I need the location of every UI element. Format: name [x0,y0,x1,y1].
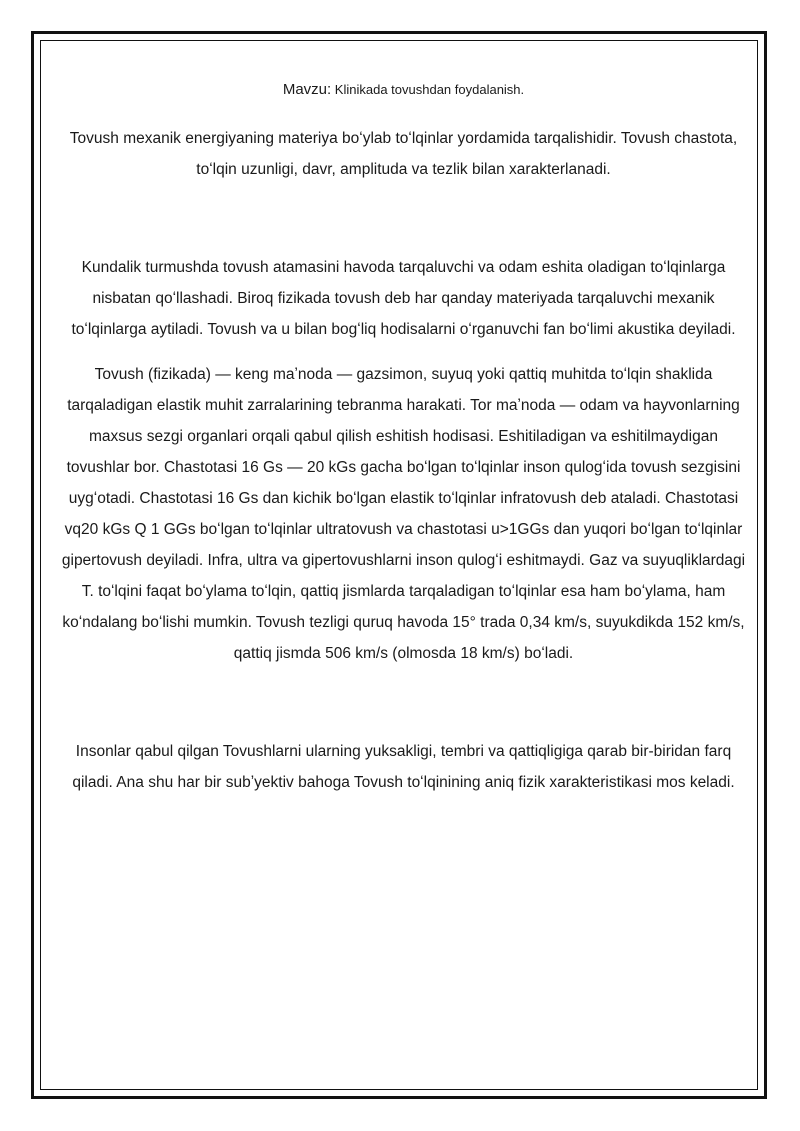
page-title [60,80,747,99]
title-lead: Mavzu: [282,81,332,98]
paragraph-intro: Tovush mexanik energiyaning materiya boʻylab toʻlqinlar yordamida tarqalishidir. Tovush chastota, toʻlqin uzunligi, davr, amplituda va tezlik bilan xarakterlanadi. [69,130,738,178]
spacer [60,669,747,736]
paragraph-acoustics: Kundalik turmushda tovush atamasini havoda tarqaluvchi va odam eshita oladigan toʻlqinlarga nisbatan qoʻllashadi. Biroq fizikada tovush deb har qanday materiyada tarqaluvchi mexanik toʻlqinlarga aytiladi. Tovush va u bilan bogʻliq hodisalarni oʻrganuvchi fan boʻlimi akustika deyiladi. [71,259,736,338]
spacer [60,345,747,359]
paragraph-perception: Insonlar qabul qilgan Tovushlarni ularning yuksakligi, tembri va qattiqligiga qarab bir-biridan farq qiladi. Ana shu har bir subʼyektiv bahoga Tovush toʻlqinining aniq fizik xarakteristikasi mos keladi. [72,743,735,791]
document-body [60,80,747,798]
spacer [60,185,747,252]
title-text: Klinikada tovushdan foydalanish. [331,82,525,97]
paragraph-physics: Tovush (fizikada) — keng maʼnoda — gazsimon, suyuq yoki qattiq muhitda toʻlqin shaklida tarqaladigan elastik muhit zarralarining tebranma harakati. Tor maʼnoda — odam va hayvonlarning maxsus sezgi organlari orqali qabul qilish eshitish hodisasi. Eshitiladigan va eshitilmaydigan tovushlar bor. Chastotasi 16 Gs — 20 kGs gacha boʻlgan toʻlqinlar inson qulogʻida tovush sezgisini uygʻotadi. Chastotasi 16 Gs dan kichik boʻlgan elastik toʻlqinlar infratovush deb ataladi. Chastotasi vq20 kGs Q 1 GGs boʻlgan toʻlqinlar ultratovush va chastotasi u>1GGs dan yuqori boʻlgan toʻlqinlar gipertovush deyiladi. Infra, ultra va gipertovushlarni inson qulogʻi eshitmaydi. Gaz va suyuqliklardagi T. toʻlqini faqat boʻylama toʻlqin, qattiq jismlarda tarqaladigan toʻlqinlar esa ham boʻylama, ham koʻndalang boʻlishi mumkin. Tovush tezligi quruq havoda 15° trada 0,34 km/s, suyukdikda 152 km/s, qattiq jismda 506 km/s (olmosda 18 km/s) boʻladi. [61,366,746,662]
